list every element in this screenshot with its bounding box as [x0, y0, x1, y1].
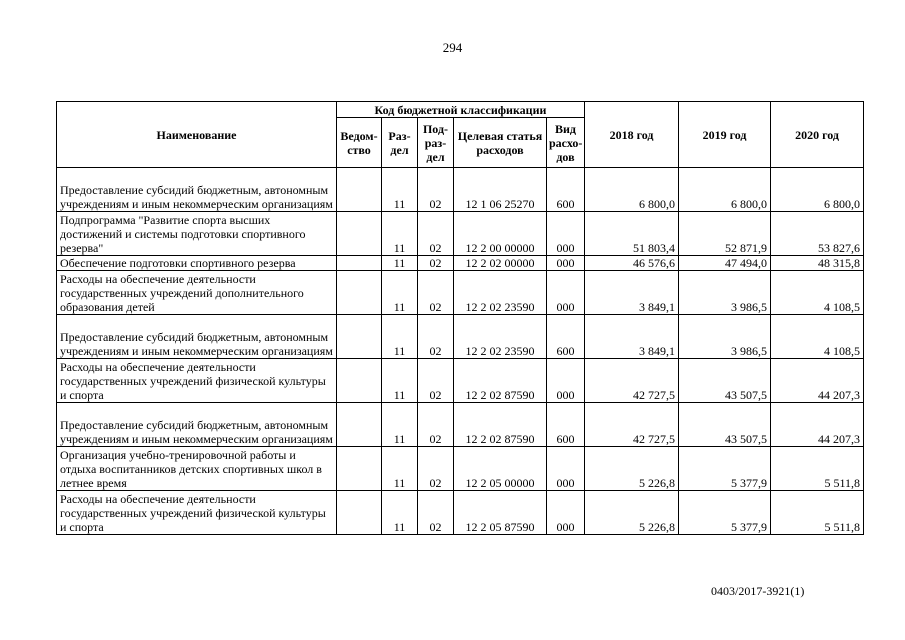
row-vedomstvo [337, 447, 382, 491]
row-target-article: 12 2 02 23590 [454, 315, 547, 359]
row-razdel: 11 [382, 168, 418, 212]
row-target-article: 12 2 00 00000 [454, 212, 547, 256]
header-podrazdel: Под-раз-дел [418, 118, 454, 168]
header-2019: 2019 год [679, 102, 771, 168]
row-2020: 44 207,3 [771, 403, 864, 447]
header-classification-code: Код бюджетной классификации [337, 102, 585, 118]
row-2020: 53 827,6 [771, 212, 864, 256]
table-row [57, 403, 864, 447]
row-2019: 43 507,5 [679, 403, 771, 447]
row-expense-type: 600 [547, 168, 585, 212]
row-2018: 42 727,5 [585, 359, 679, 403]
row-target-article: 12 2 05 87590 [454, 491, 547, 535]
document-reference: 0403/2017-3921(1) [711, 584, 805, 598]
header-2018: 2018 год [585, 102, 679, 168]
table-row [57, 447, 864, 491]
row-2019: 3 986,5 [679, 315, 771, 359]
row-2020: 4 108,5 [771, 271, 864, 315]
row-razdel: 11 [382, 359, 418, 403]
row-name: Подпрограмма "Развитие спорта высших достижений и системы подготовки спортивного резерва" [57, 212, 337, 256]
row-name: Предоставление субсидий бюджетным, автономным учреждениям и иным некоммерческим организациям [57, 168, 337, 212]
row-2019: 5 377,9 [679, 491, 771, 535]
row-name: Расходы на обеспечение деятельности государственных учреждений физической культуры и спорта [57, 491, 337, 535]
table-row [57, 315, 864, 359]
row-vedomstvo [337, 491, 382, 535]
table-row [57, 491, 864, 535]
row-podrazdel: 02 [418, 212, 454, 256]
header-razdel: Раз-дел [382, 118, 418, 168]
row-2018: 6 800,0 [585, 168, 679, 212]
header-2020: 2020 год [771, 102, 864, 168]
row-name: Расходы на обеспечение деятельности государственных учреждений дополнительного образования детей [57, 271, 337, 315]
row-razdel: 11 [382, 212, 418, 256]
row-2020: 4 108,5 [771, 315, 864, 359]
row-podrazdel: 02 [418, 315, 454, 359]
row-vedomstvo [337, 403, 382, 447]
budget-table [56, 101, 864, 535]
row-razdel: 11 [382, 256, 418, 271]
row-podrazdel: 02 [418, 403, 454, 447]
row-2018: 3 849,1 [585, 315, 679, 359]
row-razdel: 11 [382, 271, 418, 315]
row-razdel: 11 [382, 403, 418, 447]
row-target-article: 12 2 02 87590 [454, 359, 547, 403]
row-expense-type: 600 [547, 403, 585, 447]
row-vedomstvo [337, 212, 382, 256]
row-podrazdel: 02 [418, 359, 454, 403]
page-number: 294 [442, 40, 463, 55]
row-2018: 51 803,4 [585, 212, 679, 256]
table-row [57, 359, 864, 403]
row-2020: 48 315,8 [771, 256, 864, 271]
row-expense-type: 600 [547, 315, 585, 359]
row-2018: 5 226,8 [585, 447, 679, 491]
table-row [57, 271, 864, 315]
row-2018: 5 226,8 [585, 491, 679, 535]
row-name: Предоставление субсидий бюджетным, автономным учреждениям и иным некоммерческим организациям [57, 403, 337, 447]
row-2019: 52 871,9 [679, 212, 771, 256]
row-razdel: 11 [382, 491, 418, 535]
row-name: Предоставление субсидий бюджетным, автономным учреждениям и иным некоммерческим организациям [57, 315, 337, 359]
table-row [57, 168, 864, 212]
header-target-article: Целевая статья расходов [454, 118, 547, 168]
row-razdel: 11 [382, 315, 418, 359]
row-2020: 44 207,3 [771, 359, 864, 403]
row-target-article: 12 2 02 00000 [454, 256, 547, 271]
row-name: Расходы на обеспечение деятельности государственных учреждений физической культуры и спорта [57, 359, 337, 403]
row-podrazdel: 02 [418, 168, 454, 212]
row-2019: 47 494,0 [679, 256, 771, 271]
row-2018: 46 576,6 [585, 256, 679, 271]
row-vedomstvo [337, 168, 382, 212]
row-expense-type: 000 [547, 359, 585, 403]
row-2019: 3 986,5 [679, 271, 771, 315]
row-target-article: 12 1 06 25270 [454, 168, 547, 212]
row-name: Обеспечение подготовки спортивного резерва [57, 256, 337, 271]
row-2018: 42 727,5 [585, 403, 679, 447]
header-expense-type: Вид расхо-дов [547, 118, 585, 168]
row-expense-type: 000 [547, 491, 585, 535]
row-podrazdel: 02 [418, 491, 454, 535]
row-expense-type: 000 [547, 447, 585, 491]
row-podrazdel: 02 [418, 271, 454, 315]
row-target-article: 12 2 02 87590 [454, 403, 547, 447]
header-vedomstvo: Ведом-ство [337, 118, 382, 168]
row-podrazdel: 02 [418, 256, 454, 271]
header-name: Наименование [57, 102, 337, 168]
row-expense-type: 000 [547, 256, 585, 271]
row-2018: 3 849,1 [585, 271, 679, 315]
row-2019: 43 507,5 [679, 359, 771, 403]
row-2020: 5 511,8 [771, 447, 864, 491]
row-expense-type: 000 [547, 271, 585, 315]
row-target-article: 12 2 02 23590 [454, 271, 547, 315]
row-expense-type: 000 [547, 212, 585, 256]
row-vedomstvo [337, 256, 382, 271]
row-vedomstvo [337, 315, 382, 359]
table-row [57, 212, 864, 256]
row-2020: 6 800,0 [771, 168, 864, 212]
row-razdel: 11 [382, 447, 418, 491]
row-vedomstvo [337, 271, 382, 315]
table-row [57, 256, 864, 271]
row-2019: 6 800,0 [679, 168, 771, 212]
row-podrazdel: 02 [418, 447, 454, 491]
row-2019: 5 377,9 [679, 447, 771, 491]
row-target-article: 12 2 05 00000 [454, 447, 547, 491]
row-name: Организация учебно-тренировочной работы и отдыха воспитанников детских спортивных школ в летнее время [57, 447, 337, 491]
row-vedomstvo [337, 359, 382, 403]
row-2020: 5 511,8 [771, 491, 864, 535]
